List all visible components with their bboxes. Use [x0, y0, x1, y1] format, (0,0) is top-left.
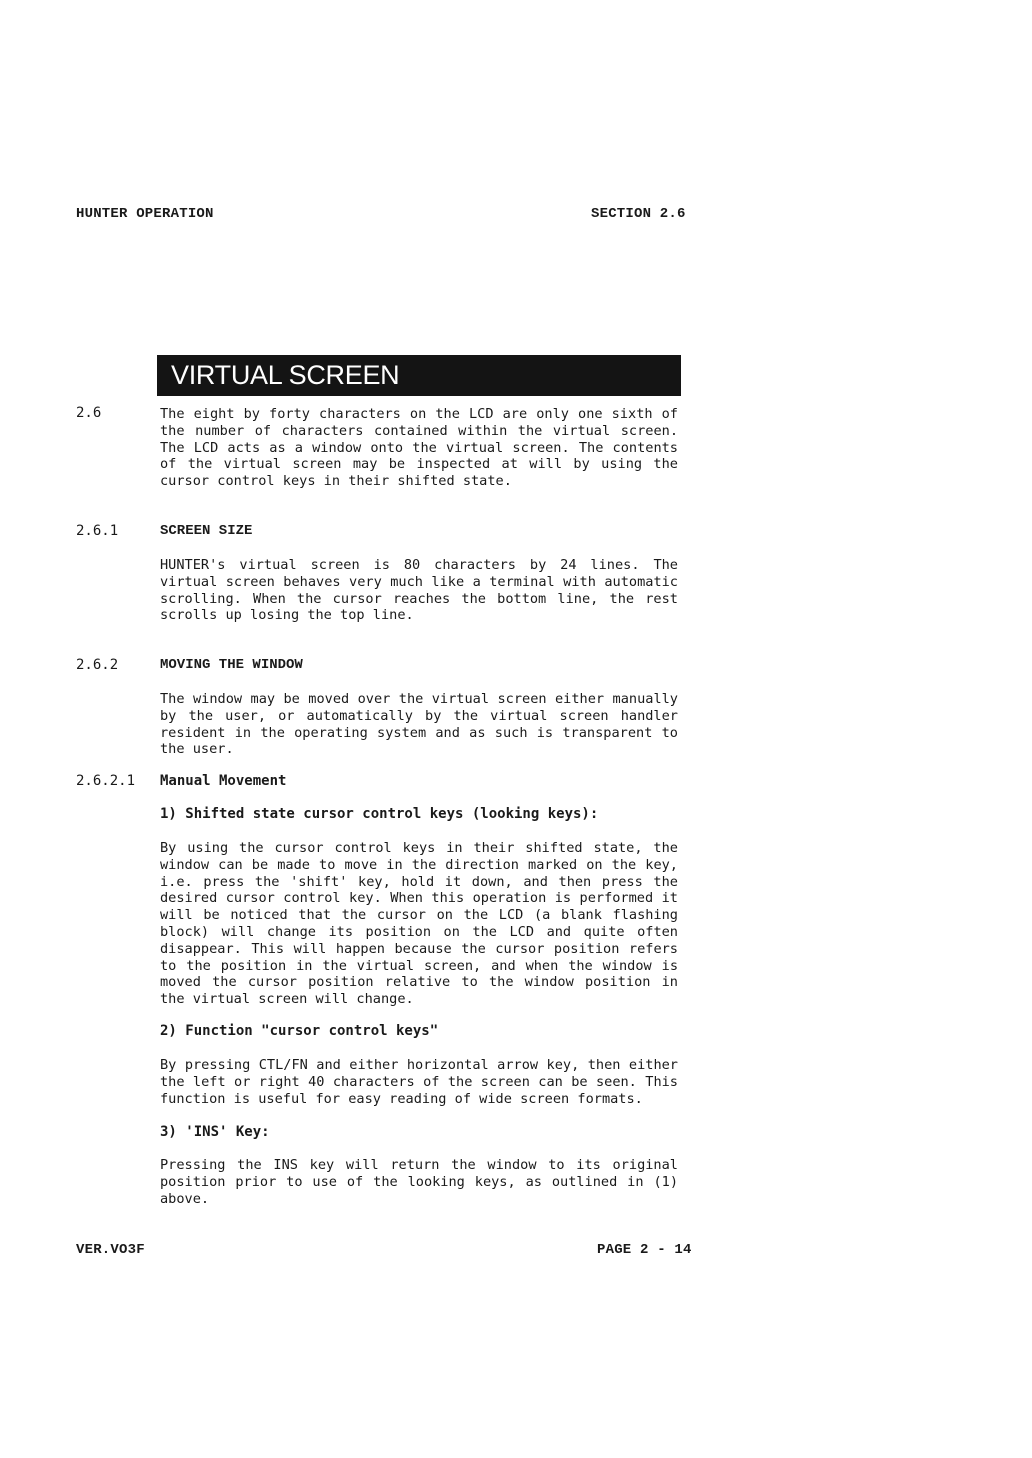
item-2-title: 2) Function "cursor control keys"	[160, 1023, 439, 1039]
section-title-banner	[157, 355, 681, 396]
heading-manual-movement: Manual Movement	[160, 773, 287, 789]
item-3-paragraph: Pressing the INS key will return the window to its original position prior to use of the looking keys, as outlined in (1) above.	[160, 1157, 678, 1207]
running-header-left: HUNTER OPERATION	[76, 206, 214, 222]
heading-screen-size: SCREEN SIZE	[160, 523, 253, 539]
page-number-footer: PAGE 2 - 14	[597, 1242, 692, 1258]
intro-paragraph: The eight by forty characters on the LCD are only one sixth of the number of characters contained within the virtual screen. The LCD acts as a window onto the virtual screen. The contents of the virtual screen may be inspected at will by using the cursor control keys in their shifted state.	[160, 406, 678, 490]
section-number-2-6-2: 2.6.2	[76, 657, 119, 673]
section-number-2-6: 2.6	[76, 405, 102, 421]
section-number-2-6-2-1: 2.6.2.1	[76, 773, 136, 789]
item-1-paragraph: By using the cursor control keys in their shifted state, the window can be made to move in the direction marked on the key, i.e. press the 'shift' key, hold it down, and then press the desired cursor control key. When this operation is performed it will be noticed that the cursor on the LCD (a blank flashing block) will change its position on the LCD and quite often disappear. This will happen because the cursor position refers to the position in the virtual screen, and when the window is moved the cursor position relative to the window position in the virtual screen will change.	[160, 840, 678, 1008]
running-header-right: SECTION 2.6	[591, 206, 686, 222]
moving-window-paragraph: The window may be moved over the virtual screen either manually by the user, or automatically by the virtual screen handler resident in the operating system and as such is transparent to the user.	[160, 691, 678, 758]
item-2-paragraph: By pressing CTL/FN and either horizontal arrow key, then either the left or right 40 characters of the screen can be seen. This function is useful for easy reading of wide screen formats.	[160, 1057, 678, 1107]
version-footer: VER.VO3F	[76, 1242, 145, 1258]
section-title: VIRTUAL SCREEN	[171, 360, 400, 390]
screen-size-paragraph: HUNTER's virtual screen is 80 characters by 24 lines. The virtual screen behaves very much like a terminal with automatic scrolling. When the cursor reaches the bottom line, the rest scrolls up losing the top line.	[160, 557, 678, 624]
section-number-2-6-1: 2.6.1	[76, 523, 119, 539]
item-3-title: 3) 'INS' Key:	[160, 1124, 270, 1140]
heading-moving-window: MOVING THE WINDOW	[160, 657, 303, 673]
item-1-title: 1) Shifted state cursor control keys (looking keys):	[160, 806, 599, 822]
